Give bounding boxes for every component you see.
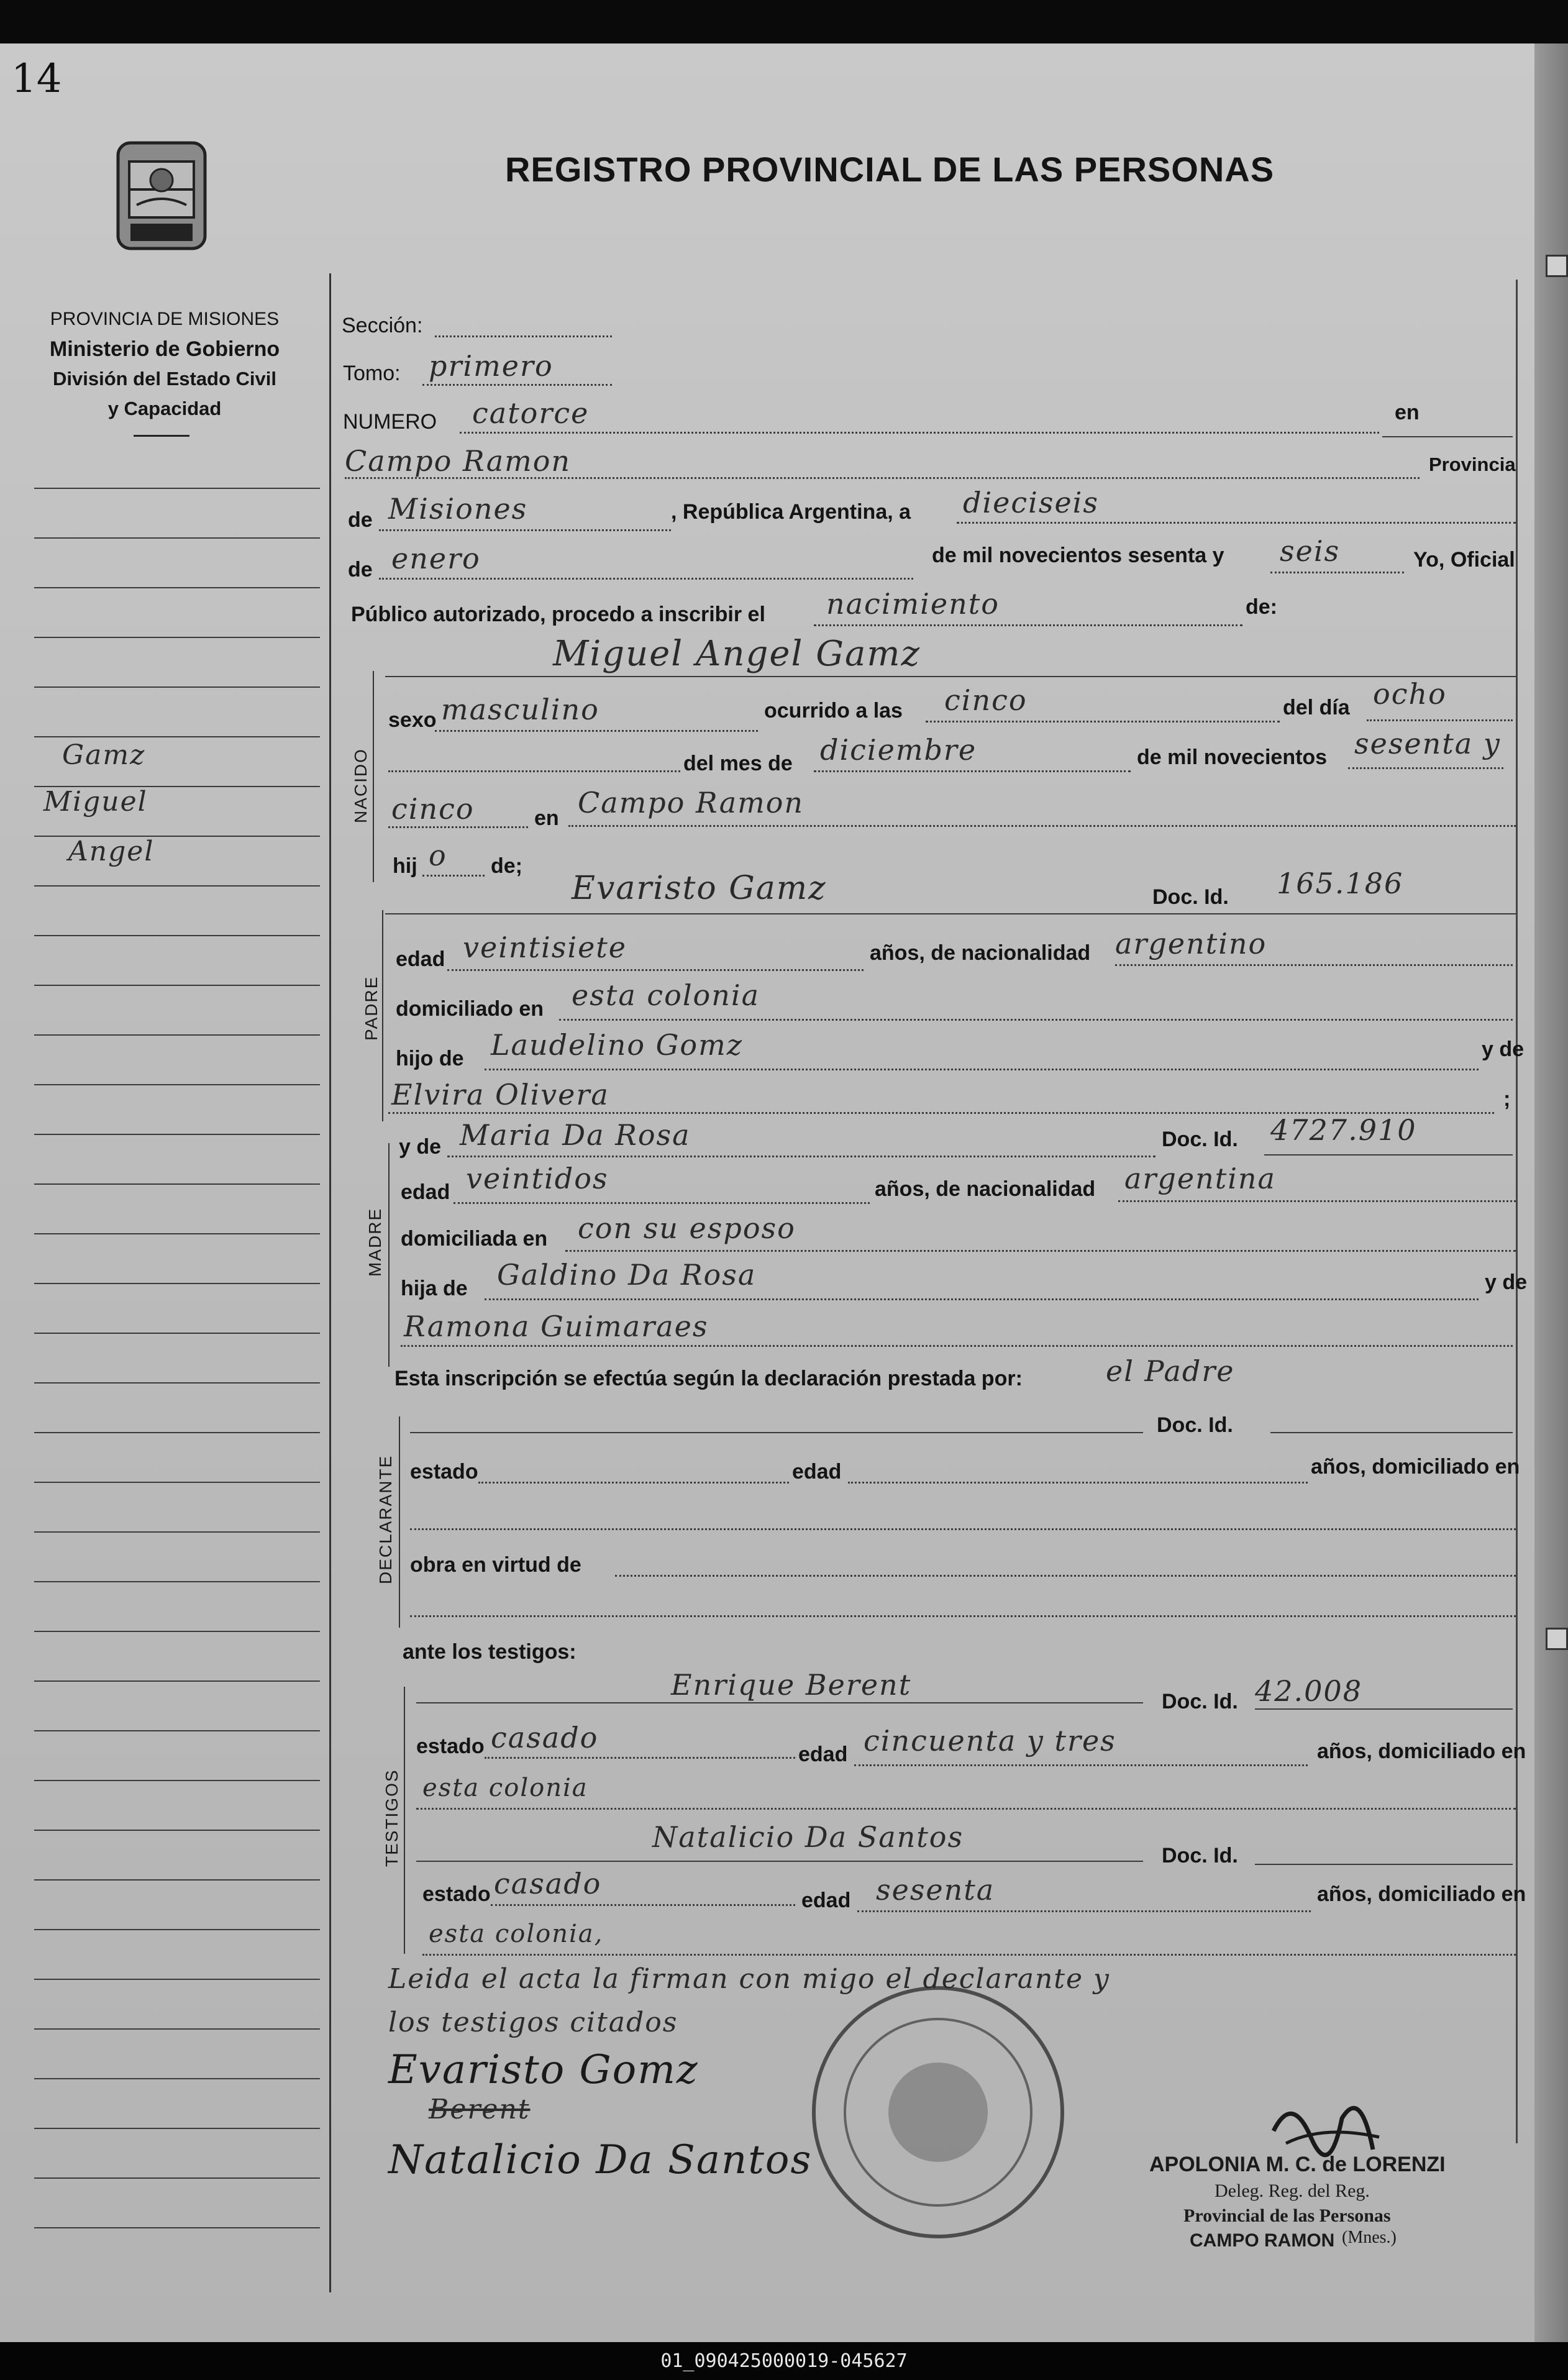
padre-y-de-label: y de <box>1482 1037 1525 1061</box>
tipo-line <box>814 624 1242 626</box>
official-location-suffix: (Mnes.) <box>1342 2228 1397 2247</box>
padre-nombre-line <box>385 913 1516 914</box>
main-divider <box>329 273 331 2292</box>
page-tab <box>1546 255 1568 277</box>
madre-bracket <box>388 1143 390 1367</box>
testigo1-estado-line <box>485 1757 795 1759</box>
margin-note-second: Angel <box>68 836 155 867</box>
document-page <box>0 43 1568 2342</box>
inscripcion-label: Esta inscripción se efectúa según la declaración prestada por: <box>394 1367 1023 1390</box>
madre-dom-value: con su esposo <box>578 1211 796 1245</box>
madre-nombre-value: Maria Da Rosa <box>460 1118 691 1152</box>
publico-label: Público autorizado, procedo a inscribir el <box>351 603 765 626</box>
official-title: Deleg. Reg. del Reg. <box>1215 2181 1370 2201</box>
margin-note-first: Miguel <box>43 786 148 818</box>
margin-rule <box>34 1084 320 1085</box>
margin-rule <box>34 686 320 688</box>
margin-rule <box>34 2028 320 2030</box>
madre-dom-line <box>565 1250 1516 1252</box>
header-rule <box>134 435 189 437</box>
padre-hijo-label: hijo de <box>396 1047 464 1070</box>
padre-side-label: PADRE <box>362 975 381 1041</box>
padre-doc-value: 165.186 <box>1277 867 1404 900</box>
madre-hija-label: hija de <box>401 1277 468 1300</box>
testigos-side-label: TESTIGOS <box>382 1769 401 1867</box>
anio2-line <box>388 826 528 828</box>
lugar-line <box>345 477 1420 479</box>
mil-novecientos-label: de mil novecientos sesenta y <box>932 544 1224 567</box>
anio-acta-line <box>1270 572 1404 573</box>
margin-rule <box>34 1929 320 1930</box>
en-line <box>1382 436 1513 437</box>
lugar-nac-value: Campo Ramon <box>578 786 805 819</box>
madre-nac-value: argentina <box>1124 1162 1276 1195</box>
sexo-label: sexo <box>388 708 437 732</box>
dia-value: ocho <box>1373 677 1447 711</box>
madre-edad-label: edad <box>401 1180 450 1204</box>
padre-edad-label: edad <box>396 947 445 971</box>
testigo1-doc-label: Doc. Id. <box>1162 1690 1238 1713</box>
page-tab <box>1546 1628 1568 1650</box>
madre-doc-label: Doc. Id. <box>1162 1128 1238 1151</box>
margin-rule <box>34 1034 320 1036</box>
yo-oficial-label: Yo, Oficial <box>1413 548 1515 572</box>
testigos-label: ante los testigos: <box>403 1640 577 1664</box>
margin-note-surname: Gamz <box>62 739 146 771</box>
signature-father: Evaristo Gomz <box>388 2047 699 2093</box>
madre-side-label: MADRE <box>365 1207 385 1277</box>
ocurrido-label: ocurrido a las <box>764 699 903 723</box>
image-id: 01_090425000019-045627 <box>660 2350 908 2372</box>
official-stamp-icon <box>801 1976 1075 2249</box>
madre-doc-line <box>1264 1154 1513 1156</box>
provincia-line <box>379 529 671 531</box>
padre-doc-label: Doc. Id. <box>1152 885 1229 909</box>
dia-line <box>1367 719 1513 721</box>
issuer-ministry: Ministerio de Gobierno <box>49 337 280 361</box>
testigos-bracket <box>404 1687 405 1954</box>
madre-y-de-label: y de <box>399 1135 442 1159</box>
dia-acta-value: dieciseis <box>963 486 1100 519</box>
margin-rule <box>34 1680 320 1682</box>
testigo2-estado-value: casado <box>494 1867 602 1900</box>
madre-nacionalidad-label: años, de nacionalidad <box>875 1177 1096 1201</box>
madre-hija-line <box>485 1298 1479 1300</box>
margin-rule <box>34 1283 320 1284</box>
seccion-label: Sección: <box>342 314 423 337</box>
testigo1-estado-label: estado <box>416 1735 485 1758</box>
signature-witness-2: Natalicio Da Santos <box>388 2137 813 2183</box>
margin-rule <box>34 1581 320 1582</box>
closing-line-1: Leida el acta la firman con migo el declarante y <box>388 1963 1110 1995</box>
numero-value: catorce <box>472 396 590 430</box>
margin-rule <box>34 1780 320 1781</box>
issuer-division: División del Estado Civil <box>52 368 277 390</box>
margin-rule <box>34 1631 320 1632</box>
testigo1-line <box>416 1702 1143 1703</box>
declarante-domicilio-label: años, domiciliado en <box>1311 1455 1520 1479</box>
del-dia-label: del día <box>1283 696 1350 719</box>
testigo2-value: Natalicio Da Santos <box>652 1820 964 1854</box>
mes-line <box>814 770 1131 772</box>
margin-rule <box>34 935 320 936</box>
declarante-edad-line <box>848 1482 1308 1484</box>
de-colon-label: de: <box>1246 595 1277 619</box>
padre-semicolon: ; <box>1503 1087 1511 1111</box>
anio-acta-value: seis <box>1280 534 1341 568</box>
margin-rule <box>34 2078 320 2079</box>
declarante-doc-line <box>1270 1432 1513 1433</box>
testigo1-dom-value: esta colonia <box>422 1774 588 1802</box>
testigo2-dom-value: esta colonia, <box>429 1920 604 1948</box>
tipo-value: nacimiento <box>826 587 1000 621</box>
official-office: Provincial de las Personas <box>1183 2205 1391 2226</box>
binding-edge <box>1534 43 1568 2342</box>
testigo2-edad-value: sesenta <box>876 1873 995 1907</box>
margin-rule <box>34 1482 320 1483</box>
margin-rule <box>34 488 320 489</box>
en-label-2: en <box>534 806 559 830</box>
testigo2-estado-label: estado <box>422 1882 491 1906</box>
margin-rule <box>34 537 320 539</box>
declarante-dom-line <box>410 1528 1516 1530</box>
seccion-line <box>435 335 612 337</box>
lugar-nac-line <box>568 825 1516 827</box>
mes-value: diciembre <box>820 733 977 767</box>
issuer-division-2: y Capacidad <box>107 398 222 419</box>
right-border <box>1516 280 1518 2143</box>
margin-rule <box>34 1432 320 1433</box>
padre-edad-line <box>447 969 864 971</box>
margin-rule <box>34 1233 320 1234</box>
hora-value: cinco <box>944 683 1028 717</box>
sexo-value: masculino <box>441 693 599 726</box>
margin-rule <box>34 1730 320 1731</box>
hij-line <box>422 875 485 877</box>
tomo-label: Tomo: <box>343 362 401 385</box>
testigo2-doc-line <box>1255 1864 1513 1865</box>
testigo2-edad-label: edad <box>801 1889 851 1912</box>
madre-edad-line <box>454 1202 870 1204</box>
document-title: REGISTRO PROVINCIAL DE LAS PERSONAS <box>504 150 1275 189</box>
margin-rule <box>34 1382 320 1384</box>
tomo-line <box>422 384 612 386</box>
blank-line <box>388 770 680 772</box>
margin-rule <box>34 885 320 887</box>
declarante-bracket <box>399 1416 400 1628</box>
madre-domicilio-label: domiciliada en <box>401 1227 548 1251</box>
testigo1-domicilio-label: años, domiciliado en <box>1317 1739 1526 1763</box>
obra-label: obra en virtud de <box>410 1553 581 1577</box>
margin-rule <box>34 1830 320 1831</box>
testigo2-dom-line <box>422 1954 1516 1956</box>
testigo2-doc-label: Doc. Id. <box>1162 1844 1238 1867</box>
lugar-value: Campo Ramon <box>345 444 572 478</box>
official-signature-icon <box>1267 2081 1392 2162</box>
padre-edad-value: veintisiete <box>463 931 627 964</box>
declarante-edad-label: edad <box>792 1460 842 1484</box>
issuer-province: PROVINCIA DE MISIONES <box>50 309 280 329</box>
margin-rule <box>34 637 320 638</box>
de-semicolon-label: de; <box>491 854 522 878</box>
anio2-value: cinco <box>391 792 475 826</box>
declarante-value: el Padre <box>1106 1354 1235 1388</box>
testigo1-estado-value: casado <box>491 1721 599 1754</box>
testigo1-edad-value: cincuenta y tres <box>864 1724 1116 1758</box>
de-label-2: de <box>348 558 373 581</box>
madre-y-de-label-2: y de <box>1485 1270 1528 1294</box>
margin-rule <box>34 1979 320 1980</box>
margin-rule <box>34 2177 320 2179</box>
madre-doc-value: 4727.910 <box>1270 1113 1417 1147</box>
tomo-value: primero <box>429 349 554 383</box>
obra-line-2 <box>410 1615 1516 1617</box>
madre-nac-line <box>1118 1200 1516 1202</box>
testigo2-edad-line <box>857 1910 1311 1912</box>
testigo1-edad-label: edad <box>798 1743 848 1766</box>
padre-hijo-value: Laudelino Gomz <box>491 1028 743 1062</box>
margin-rule <box>34 985 320 986</box>
numero-line <box>460 432 1379 434</box>
mes-acta-line <box>379 578 913 580</box>
margin-rule <box>34 736 320 737</box>
obra-line <box>615 1575 1516 1577</box>
nacido-bracket <box>373 671 374 882</box>
declarante-estado-line <box>478 1482 789 1484</box>
madre-hija-value: Galdino Da Rosa <box>497 1258 757 1292</box>
image-id-bar <box>0 2342 1568 2380</box>
padre-bracket <box>382 910 383 1121</box>
de-mil-novecientos-label: de mil novecientos <box>1137 745 1328 769</box>
nacido-side-label: NACIDO <box>351 748 370 823</box>
signature-witness-1: Berent <box>429 2094 531 2125</box>
official-location: CAMPO RAMON <box>1190 2230 1335 2251</box>
closing-line-2: los testigos citados <box>388 2007 678 2038</box>
dia-acta-line <box>957 522 1516 524</box>
numero-label: NUMERO <box>343 410 437 434</box>
declarante-doc-label: Doc. Id. <box>1157 1413 1233 1437</box>
padre-domicilio-label: domiciliado en <box>396 997 544 1021</box>
nombre-value: Miguel Angel Gamz <box>553 634 921 674</box>
testigo2-domicilio-label: años, domiciliado en <box>1317 1882 1526 1906</box>
provincia-value: Misiones <box>388 492 528 526</box>
madre-edad-value: veintidos <box>466 1162 609 1195</box>
issuer-header <box>12 304 317 424</box>
madre-y-de-value: Ramona Guimaraes <box>404 1310 709 1343</box>
mes-acta-value: enero <box>391 542 481 575</box>
anio-line <box>1348 767 1503 769</box>
testigo1-value: Enrique Berent <box>671 1668 912 1702</box>
de-label: de <box>348 508 373 532</box>
testigo2-estado-line <box>491 1904 795 1906</box>
testigo1-dom-line <box>416 1808 1516 1810</box>
madre-nombre-line <box>447 1156 1155 1157</box>
testigo1-edad-line <box>854 1764 1308 1766</box>
declarante-side-label: DECLARANTE <box>376 1454 395 1584</box>
declarante-estado-label: estado <box>410 1460 478 1484</box>
del-mes-label: del mes de <box>683 752 793 775</box>
testigo2-line <box>416 1861 1143 1862</box>
anio-value: sesenta y <box>1354 727 1501 760</box>
official-name: APOLONIA M. C. de LORENZI <box>1149 2153 1446 2176</box>
sexo-line <box>435 730 758 732</box>
padre-dom-line <box>559 1019 1513 1021</box>
padre-nacionalidad-label: años, de nacionalidad <box>870 941 1091 965</box>
margin-rule <box>34 1134 320 1135</box>
padre-y-de-value: Elvira Olivera <box>391 1078 609 1111</box>
page-number: 14 <box>11 56 62 102</box>
provincia-label: Provincia <box>1429 454 1516 475</box>
testigo1-doc-value: 42.008 <box>1255 1674 1362 1708</box>
hij-label: hij <box>393 854 417 878</box>
testigo1-doc-line <box>1255 1708 1513 1710</box>
declarante-nombre-line <box>410 1432 1143 1433</box>
margin-rule <box>34 1333 320 1334</box>
margin-rule <box>34 1879 320 1881</box>
republica-label: , República Argentina, a <box>671 500 911 524</box>
en-label: en <box>1395 401 1420 424</box>
margin-rule <box>34 1531 320 1533</box>
margin-rule <box>34 2128 320 2129</box>
padre-nac-line <box>1115 964 1513 966</box>
padre-nac-value: argentino <box>1115 927 1267 960</box>
nombre-line <box>385 676 1516 677</box>
hij-value: o <box>429 839 447 872</box>
madre-y-de-line <box>401 1345 1513 1347</box>
margin-rule <box>34 2227 320 2228</box>
hora-line <box>926 721 1280 723</box>
padre-nombre-value: Evaristo Gamz <box>572 870 827 907</box>
padre-dom-value: esta colonia <box>572 978 760 1012</box>
margin-rule <box>34 587 320 588</box>
padre-hijo-line <box>485 1069 1479 1070</box>
margin-rule <box>34 1183 320 1185</box>
